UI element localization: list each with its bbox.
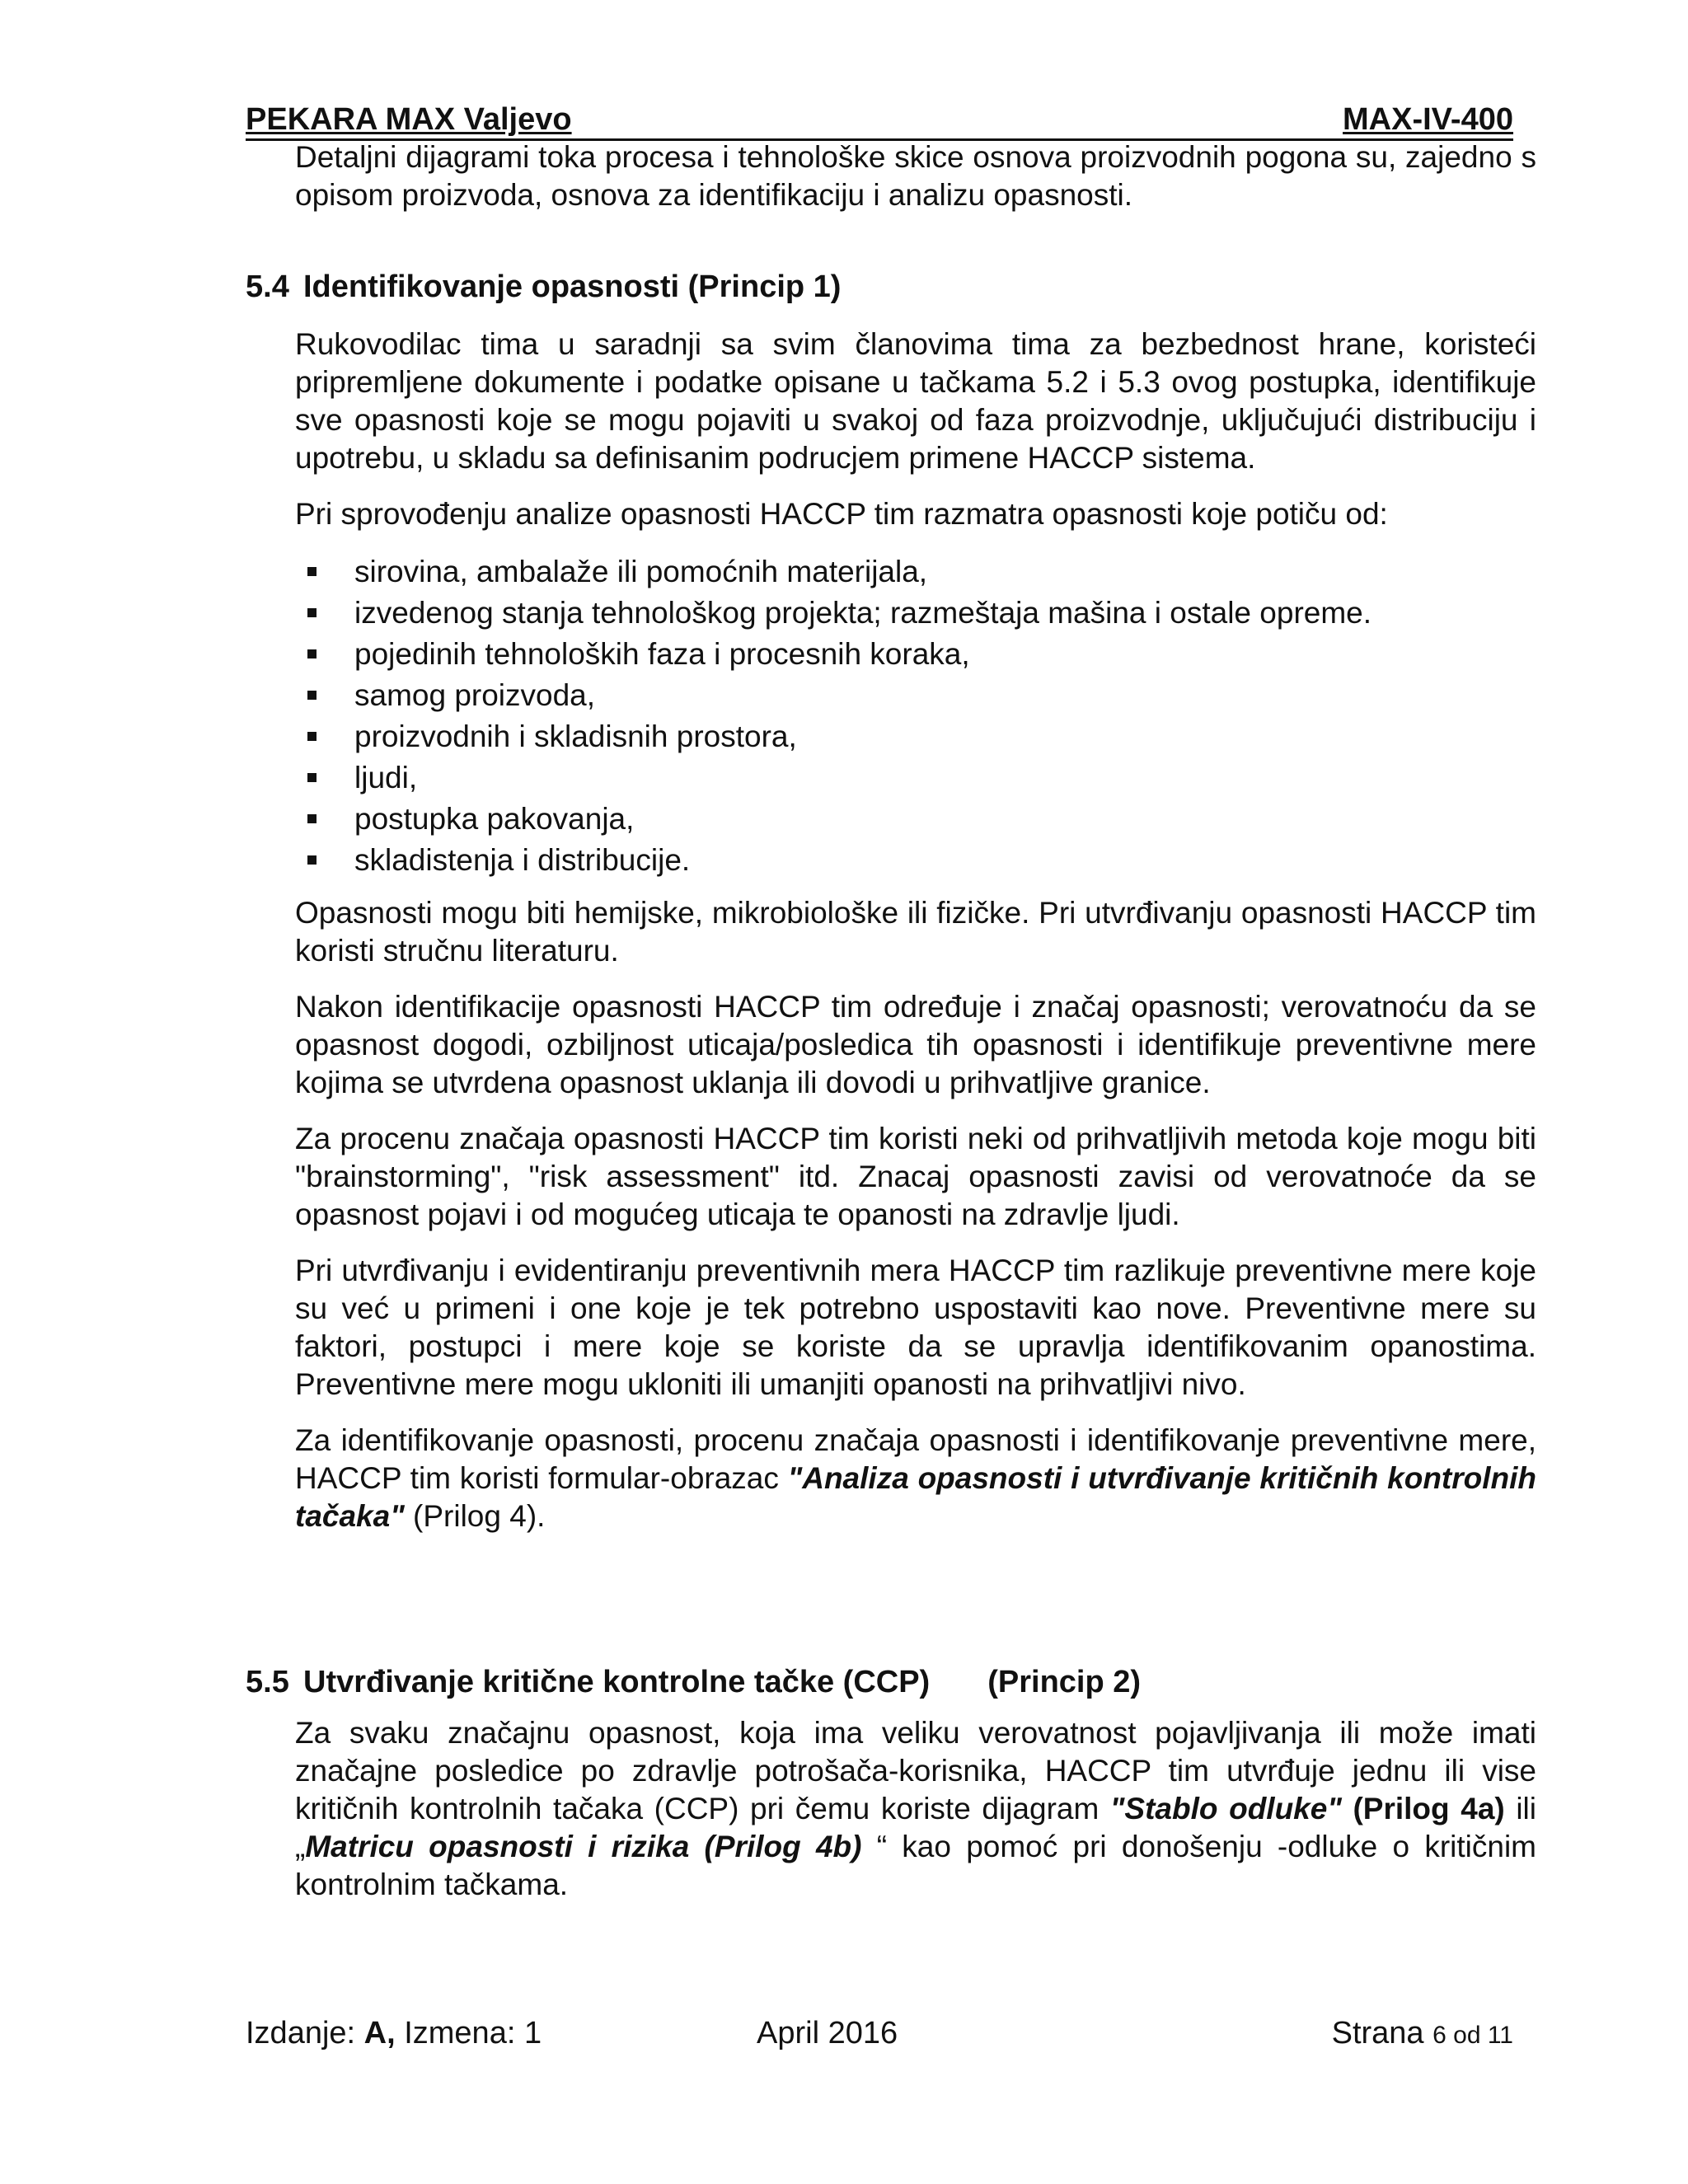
bullet-square-icon <box>307 649 316 658</box>
list-item: sirovina, ambalaže ili pomoćnih materijala, <box>295 551 1536 593</box>
bullet-square-icon <box>307 567 316 576</box>
issue-date: April 2016 <box>757 2016 898 2050</box>
section-5-4-body <box>295 326 1536 1554</box>
list-item: skladistenja i distribucije. <box>295 840 1536 881</box>
hazard-sources-list <box>295 551 1536 881</box>
paragraph: Nakon identifikacije opasnosti HACCP tim određuje i značaj opasnosti; verovatnoću da se opasnost dogodi, ozbiljnost uticaja/posledica tih opasnosti i identifikuje preventivne mere kojima se utvrdena opasnost uklanja ili dovodi u prihvatljive granice. <box>295 990 1536 1099</box>
bullet-square-icon <box>307 814 316 823</box>
paragraph: Pri utvrđivanju i evidentiranju preventivnih mera HACCP tim razlikuje preventivne mere koje su već u primeni i one koje je tek potrebno uspostaviti kao nove. Preventivne mere su faktori, postupci i mere koje se koriste da se upravlja identifikovanim opanostima. Preventivne mere mogu ukloniti ili umanjiti opanosti na prihvatljivi nivo. <box>295 1254 1536 1401</box>
intro-paragraph: Detaljni dijagrami toka procesa i tehnološke skice osnova proizvodnih pogona su, zajedno s opisom proizvoda, osnova za identifikaciju i analizu opasnosti. <box>295 140 1536 212</box>
paragraph: Za procenu značaja opasnosti HACCP tim koristi neki od prihvatljivih metoda koje mogu biti "brainstorming", "risk assessment" itd. Znacaj opasnosti zavisi od verovatnoće da se opasnost pojavi i od mogućeg uticaja te opanosti na zdravlje ljudi. <box>295 1122 1536 1231</box>
section-5-5-heading <box>246 1663 1141 1701</box>
page-footer <box>246 2013 1513 2054</box>
page-header <box>246 101 1513 141</box>
section-number: 5.4 <box>246 269 289 304</box>
list-item: ljudi, <box>295 757 1536 799</box>
paragraph: Opasnosti mogu biti hemijske, mikrobiološke ili fizičke. Pri utvrđivanju opasnosti HACCP tim koristi stručnu literaturu. <box>295 896 1536 968</box>
risk-matrix-ref: Matricu opasnosti i rizika (Prilog 4b) <box>305 1830 862 1863</box>
paragraph: Za svaku značajnu opasnost, koja ima veliku verovatnost pojavljivanja ili može imati značajne posledice po zdravlje potrošača-korisnika, HACCP tim utvrđuje jednu ili vise kritičnih kontrolnih tačaka (CCP) pri čemu koriste dijagram "Stablo odluke" (Prilog 4a) ili „Matricu opasnosti i rizika (Prilog 4b) “ kao pomoć pri donošenju -odluke o kritičnim kontrolnim tačkama. <box>295 1716 1536 1901</box>
section-principle: (Princip 2) <box>987 1665 1142 1699</box>
list-item: izvedenog stanja tehnološkog projekta; razmeštaja mašina i ostale opreme. <box>295 593 1536 634</box>
company-name: PEKARA MAX Valjevo <box>246 102 572 137</box>
decision-tree-ref: "Stablo odluke" <box>1109 1792 1342 1825</box>
section-title: Identifikovanje opasnosti (Princip 1) <box>303 269 842 304</box>
section-number: 5.5 <box>246 1665 289 1699</box>
bullet-square-icon <box>307 691 316 700</box>
bullet-square-icon <box>307 773 316 782</box>
section-5-4-heading <box>246 268 841 306</box>
page-number: Strana 6 od 11 <box>1331 2016 1513 2050</box>
list-item: postupka pakovanja, <box>295 799 1536 840</box>
list-item: proizvodnih i skladisnih prostora, <box>295 716 1536 757</box>
document-code: MAX-IV-400 <box>1343 102 1513 137</box>
paragraph: Za identifikovanje opasnosti, procenu značaja opasnosti i identifikovanje preventivne mere, HACCP tim koristi formular-obrazac "Analiza opasnosti i utvrđivanje kritičnih kontrolnih tačaka" (Prilog 4). <box>295 1423 1537 1533</box>
section-title: Utvrđivanje kritične kontrolne tačke (CCP) <box>303 1665 931 1699</box>
section-5-5-body <box>295 1714 1536 1922</box>
intro-block <box>295 138 1536 232</box>
bullet-square-icon <box>307 608 316 617</box>
list-item: pojedinih tehnoloških faza i procesnih koraka, <box>295 634 1536 675</box>
paragraph: Pri sprovođenju analize opasnosti HACCP tim razmatra opasnosti koje potiču od: <box>295 497 1388 531</box>
bullet-square-icon <box>307 855 316 865</box>
form-title: "Analiza opasnosti i utvrđivanje kritičnih kontrolnih tačaka" <box>295 1461 1537 1533</box>
bullet-square-icon <box>307 732 316 741</box>
list-item: samog proizvoda, <box>295 675 1536 716</box>
paragraph: Rukovodilac tima u saradnji sa svim članovima tima za bezbednost hrane, koristeći pripremljene dokumente i podatke opisane u tačkama 5.2 i 5.3 ovog postupka, identifikuje sve opasnosti koje se mogu pojaviti u svakoj od faza proizvodnje, uključujući distribuciju i upotrebu, u skladu sa definisanim podrucjem primene HACCP sistema. <box>295 327 1536 475</box>
edition-info: Izdanje: A, Izmena: 1 <box>246 2016 542 2050</box>
